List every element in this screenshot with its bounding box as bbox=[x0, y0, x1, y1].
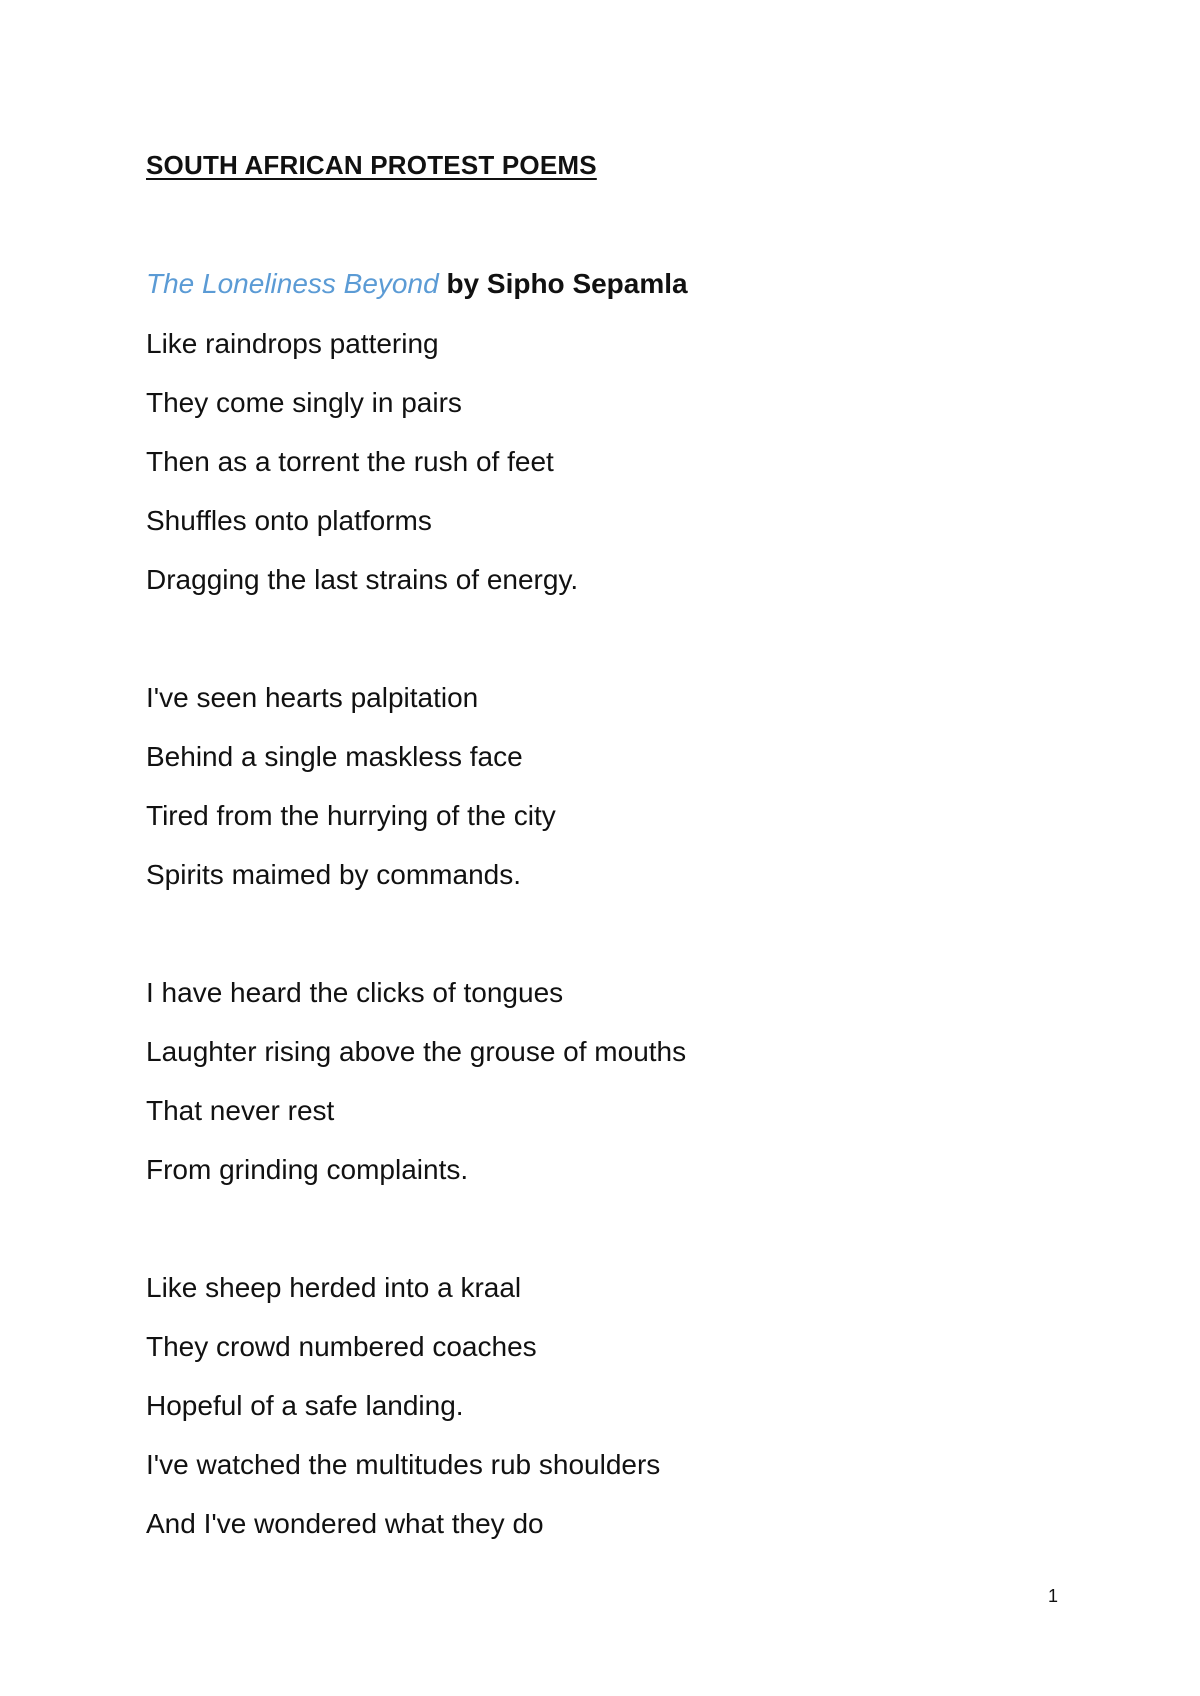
page-number: 1 bbox=[1048, 1586, 1059, 1606]
poem-line: Like sheep herded into a kraal bbox=[146, 1272, 522, 1303]
poem-title: The Loneliness Beyond bbox=[146, 268, 439, 299]
poem-line: That never rest bbox=[146, 1095, 335, 1126]
poem-line: And I've wondered what they do bbox=[146, 1508, 544, 1539]
poem-line: They crowd numbered coaches bbox=[146, 1331, 537, 1362]
poem-line: Tired from the hurrying of the city bbox=[146, 800, 556, 831]
poem-line: Behind a single maskless face bbox=[146, 741, 523, 772]
poem-line: Dragging the last strains of energy. bbox=[146, 564, 579, 595]
poem-author: by Sipho Sepamla bbox=[446, 268, 688, 299]
poem-line: Hopeful of a safe landing. bbox=[146, 1390, 464, 1421]
poem-line: Like raindrops pattering bbox=[146, 328, 439, 359]
poem-line: From grinding complaints. bbox=[146, 1154, 469, 1185]
poem-line: Spirits maimed by commands. bbox=[146, 859, 522, 890]
poem-title-line bbox=[146, 268, 688, 300]
poem-line: Laughter rising above the grouse of mouths bbox=[146, 1036, 687, 1067]
poem-line: I've watched the multitudes rub shoulders bbox=[146, 1449, 661, 1480]
poem-line: Shuffles onto platforms bbox=[146, 505, 432, 536]
document-heading: SOUTH AFRICAN PROTEST POEMS bbox=[146, 150, 597, 180]
poem-line: I have heard the clicks of tongues bbox=[146, 977, 564, 1008]
poem-line: Then as a torrent the rush of feet bbox=[146, 446, 554, 477]
poem-line: I've seen hearts palpitation bbox=[146, 682, 479, 713]
poem-line: They come singly in pairs bbox=[146, 387, 462, 418]
